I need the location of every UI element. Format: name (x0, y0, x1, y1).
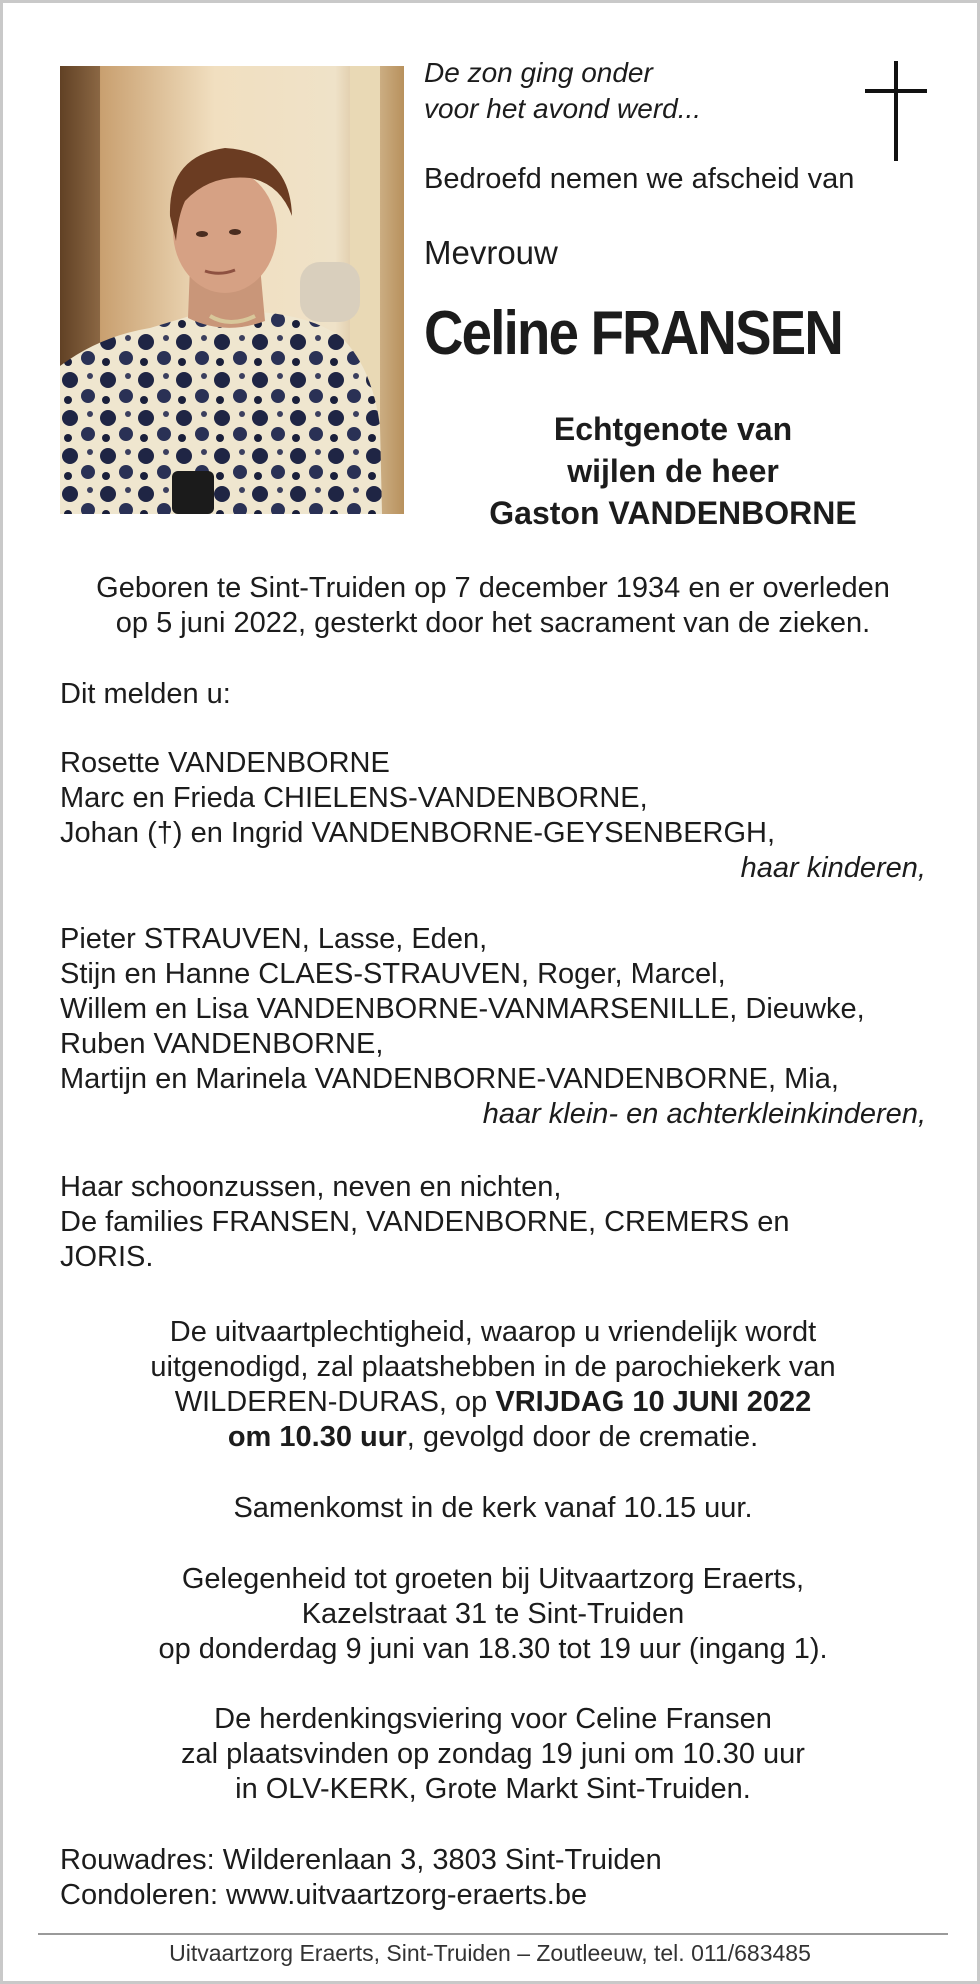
children-relation: haar kinderen, (740, 852, 926, 884)
visitation-line-3: op donderdag 9 juni van 18.30 tot 19 uur (ingang 1). (158, 1633, 828, 1665)
grandchild-line: Martijn en Marinela VANDENBORNE-VANDENBORNE, Mia, (60, 1063, 839, 1095)
intro-text: Bedroefd nemen we afscheid van (424, 163, 855, 195)
spouse-line-3: Gaston VANDENBORNE (489, 495, 857, 531)
announce-label: Dit melden u: (60, 678, 231, 710)
family-line: JORIS. (60, 1241, 154, 1273)
grandchildren-list (60, 922, 926, 1132)
memorial-line-3: in OLV-KERK, Grote Markt Sint-Truiden. (235, 1773, 751, 1805)
child-line: Marc en Frieda CHIELENS-VANDENBORNE, (60, 782, 648, 814)
honorific: Mevrouw (424, 234, 558, 271)
child-line: Johan (†) en Ingrid VANDENBORNE-GEYSENBERGH, (60, 817, 776, 849)
contact-info (60, 1843, 926, 1913)
memorial-line-2: zal plaatsvinden op zondag 19 juni om 10.30 uur (181, 1738, 805, 1770)
spouse-line-1: Echtgenote van (553, 411, 793, 447)
portrait-image (60, 66, 404, 514)
mourning-address: Rouwadres: Wilderenlaan 3, 3803 Sint-Truiden (60, 1844, 662, 1876)
footer-divider (38, 1933, 948, 1935)
birth-death-line-1: Geboren te Sint-Truiden op 7 december 1934 en er overleden (96, 572, 890, 604)
grandchild-line: Willem en Lisa VANDENBORNE-VANMARSENILLE, Dieuwke, (60, 993, 865, 1025)
child-line: Rosette VANDENBORNE (60, 747, 390, 779)
funeral-cremation: , gevolgd door de crematie. (406, 1421, 759, 1453)
spouse-block (433, 408, 913, 534)
motto-line-2: voor het avond werd... (424, 93, 702, 124)
condolences-link[interactable]: Condoleren: www.uitvaartzorg-eraerts.be (60, 1879, 588, 1911)
birth-death-line-2: op 5 juni 2022, gesterkt door het sacrament van de zieken. (115, 607, 871, 639)
visitation-line-2: Kazelstraat 31 te Sint-Truiden (301, 1598, 685, 1630)
motto-line-1: De zon ging onder (424, 57, 653, 88)
cross-icon (865, 61, 927, 161)
grandchildren-relation: haar klein- en achterkleinkinderen, (482, 1098, 926, 1130)
funeral-line-3 (60, 1385, 926, 1420)
funeral-line-1: De uitvaartplechtigheid, waarop u vriendelijk wordt (169, 1316, 817, 1348)
funeral-info (60, 1315, 926, 1455)
memorial-info (60, 1702, 926, 1807)
family-list (60, 1170, 926, 1275)
funeral-date: VRIJDAG 10 JUNI 2022 (495, 1386, 812, 1418)
funeral-place: WILDEREN-DURAS, op (174, 1386, 496, 1418)
funeral-line-4 (60, 1420, 926, 1455)
grandchild-line: Ruben VANDENBORNE, (60, 1028, 384, 1060)
spouse-line-2: wijlen de heer (567, 453, 779, 489)
portrait-photo (60, 66, 404, 514)
visitation-info (60, 1562, 926, 1667)
grandchild-line: Pieter STRAUVEN, Lasse, Eden, (60, 923, 488, 955)
family-line: De families FRANSEN, VANDENBORNE, CREMERS en (60, 1206, 790, 1238)
gathering-info: Samenkomst in de kerk vanaf 10.15 uur. (233, 1492, 753, 1524)
funeral-time: om 10.30 uur (227, 1421, 407, 1453)
family-line: Haar schoonzussen, neven en nichten, (60, 1171, 562, 1203)
grandchild-line: Stijn en Hanne CLAES-STRAUVEN, Roger, Marcel, (60, 958, 726, 990)
deceased-name: Celine FRANSEN (424, 299, 842, 368)
funeral-home-footer: Uitvaartzorg Eraerts, Sint-Truiden – Zoutleeuw, tel. 011/683485 (169, 1940, 811, 1966)
memorial-line-1: De herdenkingsviering voor Celine Fransen (214, 1703, 772, 1735)
funeral-line-2: uitgenodigd, zal plaatshebben in de parochiekerk van (150, 1351, 836, 1383)
motto (424, 55, 701, 127)
visitation-line-1: Gelegenheid tot groeten bij Uitvaartzorg Eraerts, (181, 1563, 805, 1595)
birth-death-info (60, 571, 926, 641)
children-list (60, 746, 926, 886)
